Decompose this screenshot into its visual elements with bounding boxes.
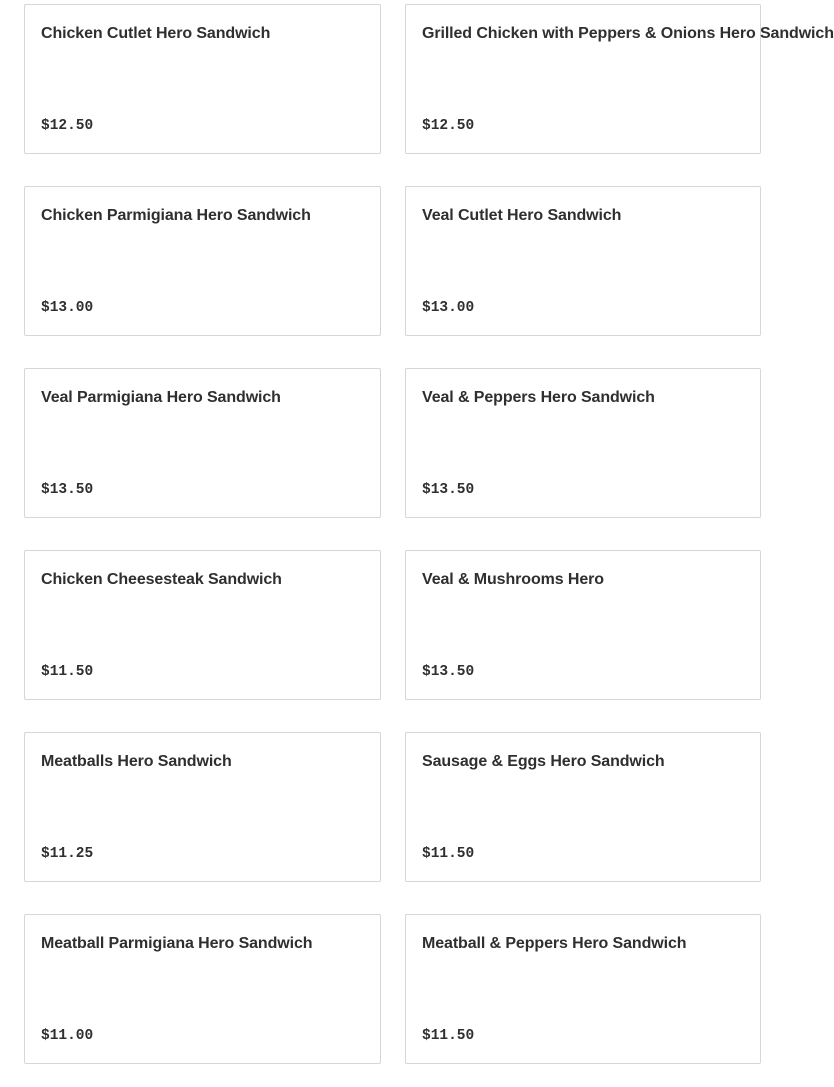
menu-item-name: Veal & Peppers Hero Sandwich (422, 389, 655, 406)
menu-item-price: $13.50 (422, 664, 475, 680)
menu-item-price: $13.00 (422, 300, 475, 316)
menu-item-price: $13.50 (41, 482, 94, 498)
menu-item-card[interactable] (24, 368, 381, 518)
menu-item-card[interactable] (24, 550, 381, 700)
menu-item-card[interactable] (405, 368, 761, 518)
menu-item-grid (24, 4, 834, 1064)
menu-item-name: Chicken Parmigiana Hero Sandwich (41, 207, 311, 224)
menu-item-name: Sausage & Eggs Hero Sandwich (422, 753, 665, 770)
menu-item-card[interactable] (405, 914, 761, 1064)
menu-item-card[interactable] (24, 914, 381, 1064)
menu-item-card[interactable] (24, 186, 381, 336)
menu-item-card[interactable] (405, 186, 761, 336)
menu-item-card[interactable] (405, 550, 761, 700)
menu-item-name: Veal Cutlet Hero Sandwich (422, 207, 622, 224)
menu-item-price: $12.50 (41, 118, 94, 134)
menu-item-price: $11.50 (422, 1028, 475, 1044)
menu-item-price: $11.25 (41, 846, 94, 862)
menu-item-card[interactable] (405, 4, 834, 154)
menu-item-card[interactable] (405, 732, 761, 882)
menu-item-name: Meatball & Peppers Hero Sandwich (422, 935, 687, 952)
menu-item-name: Chicken Cutlet Hero Sandwich (41, 25, 271, 42)
menu-item-price: $11.50 (41, 664, 94, 680)
menu-item-name: Meatball Parmigiana Hero Sandwich (41, 935, 313, 952)
menu-item-name: Veal & Mushrooms Hero (422, 571, 604, 588)
menu-item-card[interactable] (24, 4, 381, 154)
menu-item-name: Meatballs Hero Sandwich (41, 753, 232, 770)
menu-item-name: Veal Parmigiana Hero Sandwich (41, 389, 281, 406)
menu-item-price: $13.00 (41, 300, 94, 316)
menu-item-name: Grilled Chicken with Peppers & Onions Hero Sandwich (422, 25, 834, 42)
menu-item-price: $12.50 (422, 118, 475, 134)
menu-item-card[interactable] (24, 732, 381, 882)
menu-item-name: Chicken Cheesesteak Sandwich (41, 571, 282, 588)
menu-item-price: $11.00 (41, 1028, 94, 1044)
menu-item-price: $11.50 (422, 846, 475, 862)
menu-item-price: $13.50 (422, 482, 475, 498)
